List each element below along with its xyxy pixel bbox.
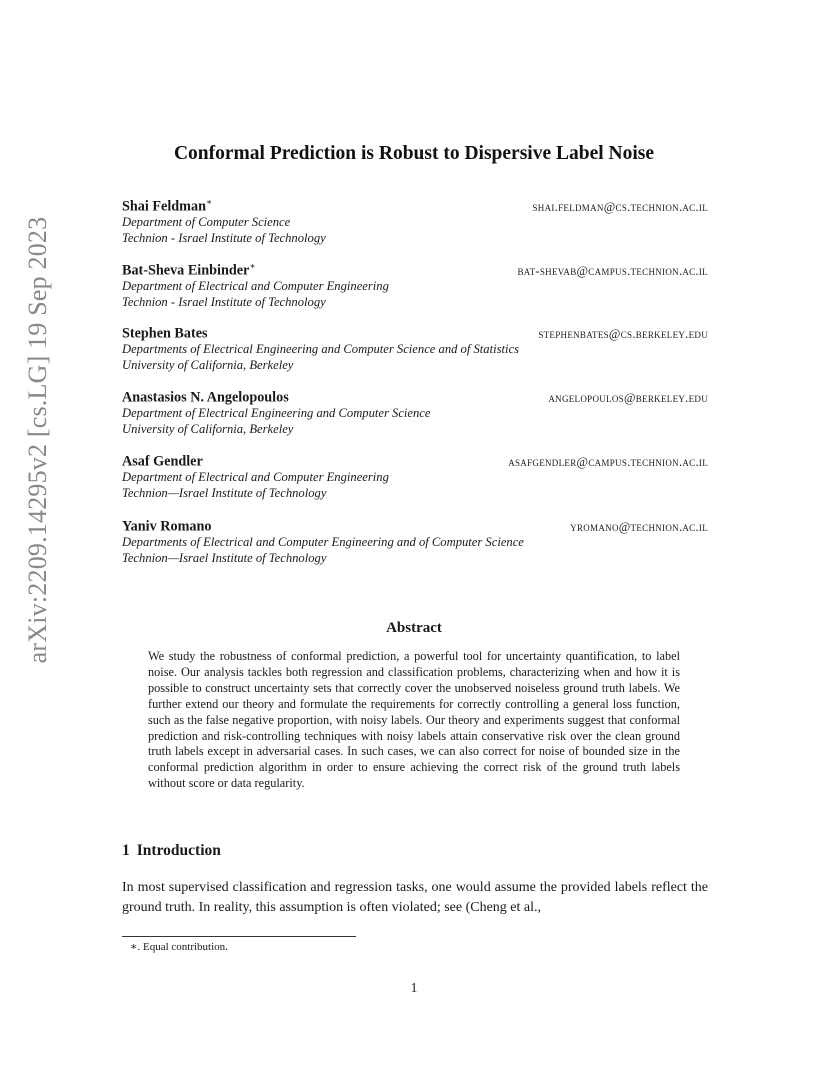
author-affiliation: University of California, Berkeley: [122, 422, 294, 436]
author-affiliation: Department of Computer Science: [122, 215, 291, 229]
abstract-heading: Abstract: [386, 620, 442, 636]
author-name: Bat-Sheva Einbinder∗: [122, 261, 256, 279]
author-email: stephenbates@cs.berkeley.edu: [538, 326, 708, 341]
author-affiliation: Technion—Israel Institute of Technology: [122, 486, 327, 500]
author-header-row: [122, 261, 708, 278]
equal-contribution-mark: ∗: [205, 197, 213, 207]
author-affiliation: University of California, Berkeley: [122, 358, 294, 372]
introduction-text: In most supervised classification and regression tasks, one would assume the provided labels reflect the ground truth. In reality, this assumption is often violated; see (Cheng et al.,: [122, 880, 708, 915]
author-header-row: [122, 388, 708, 405]
page-number: 1: [410, 980, 418, 995]
author-affiliation: Department of Electrical Engineering and Computer Science: [122, 406, 431, 420]
arxiv-identifier: arXiv:2209.14295v2 [cs.LG] 19 Sep 2023: [23, 216, 52, 664]
author-email: shai.feldman@cs.technion.ac.il: [532, 199, 708, 214]
author-header-row: [122, 452, 708, 469]
author-block: [122, 517, 708, 566]
section-title: Introduction: [136, 842, 221, 859]
author-name: Asaf Gendler: [122, 453, 203, 470]
paper-title: Conformal Prediction is Robust to Dispersive Label Noise: [173, 143, 655, 164]
author-block: [122, 388, 708, 437]
author-name: Stephen Bates: [122, 325, 208, 342]
section-number: 1: [122, 842, 130, 859]
equal-contribution-mark: ∗: [249, 261, 256, 271]
author-header-row: [122, 324, 708, 341]
author-email: asafgendler@campus.technion.ac.il: [508, 454, 708, 469]
author-email: yromano@technion.ac.il: [570, 519, 708, 534]
footnote: ∗. Equal contribution.: [130, 941, 228, 953]
author-affiliation: Technion - Israel Institute of Technology: [122, 231, 326, 245]
author-email: bat-shevab@campus.technion.ac.il: [517, 263, 708, 278]
author-affiliation: Technion—Israel Institute of Technology: [122, 551, 327, 565]
footnote-rule: [122, 936, 356, 937]
author-affiliation: Departments of Electrical Engineering and Computer Science and of Statistics: [122, 342, 519, 356]
section-heading: [122, 842, 221, 860]
author-name: Anastasios N. Angelopoulos: [122, 389, 289, 406]
arxiv-identifier-stamp: [18, 190, 58, 690]
abstract-text: We study the robustness of conformal prediction, a powerful tool for uncertainty quantification, to label noise. Our analysis tackles both regression and classification problems, characterizing when and how it is possible to construct uncertainty sets that correctly cover the unobserved noiseless ground truth labels. We further extend our theory and formulate the requirements for correctly controlling a general loss function, such as the false negative proportion, with noisy labels. Our theory and experiments suggest that conformal prediction and risk-controlling techniques with noisy labels attain conservative risk over the clean ground truth labels except in adversarial cases. In such cases, we can also correct for noise of bounded size in the conformal prediction algorithm in order to ensure achieving the correct risk of the ground truth labels without score or data regularity.: [148, 649, 680, 791]
author-block: [122, 452, 708, 501]
author-affiliation: Technion - Israel Institute of Technology: [122, 295, 326, 309]
author-block: [122, 324, 708, 373]
author-name: Shai Feldman∗: [122, 197, 213, 215]
author-affiliation: Department of Electrical and Computer Engineering: [122, 279, 389, 293]
author-block: [122, 261, 708, 310]
author-affiliation: Department of Electrical and Computer Engineering: [122, 470, 389, 484]
author-email: angelopoulos@berkeley.edu: [548, 390, 708, 405]
author-header-row: [122, 197, 708, 214]
author-affiliation: Departments of Electrical and Computer Engineering and of Computer Science: [122, 535, 524, 549]
author-block: [122, 197, 708, 246]
author-name: Yaniv Romano: [122, 518, 212, 535]
author-header-row: [122, 517, 708, 534]
